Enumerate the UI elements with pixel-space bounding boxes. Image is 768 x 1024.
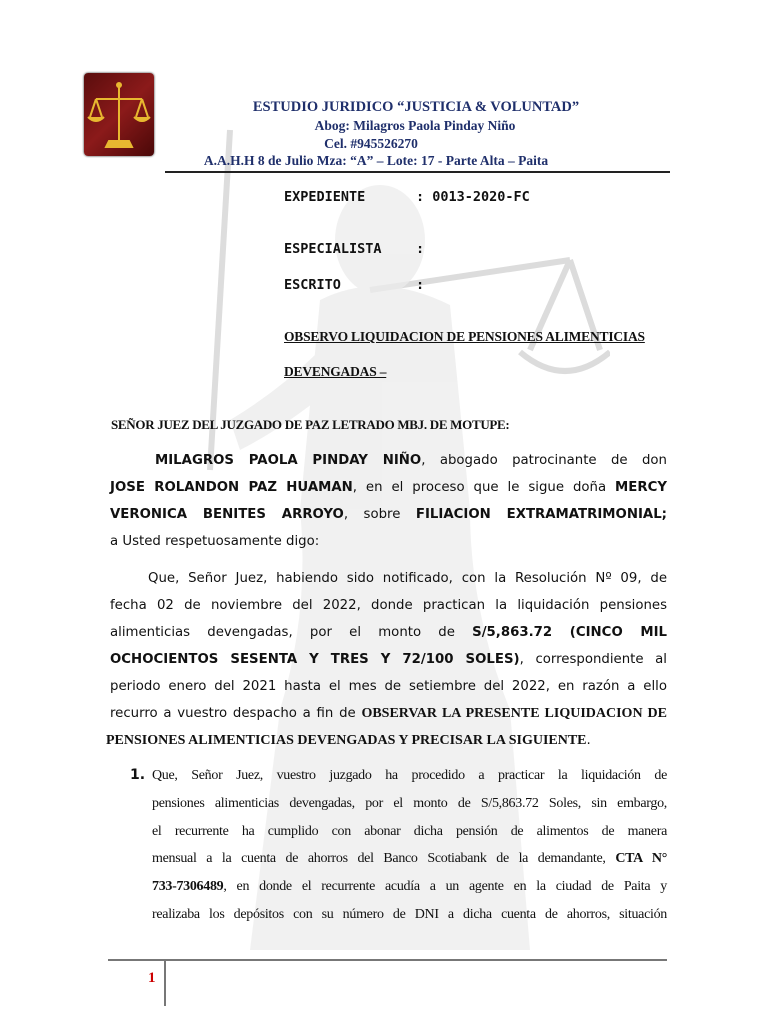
scales-of-justice-icon [84, 73, 154, 156]
sumilla-line-1: OBSERVO LIQUIDACION DE PENSIONES ALIMENTICIAS [284, 329, 645, 344]
page-number: 1 [148, 970, 156, 986]
footer-divider [108, 959, 667, 961]
firm-address: A.A.H.H 8 de Julio Mza: “A” – Lote: 17 - Parte Alta – Paita [203, 153, 549, 168]
item-line-6: realizaba los depósitos con su número de DNI a dicha cuenta de ahorros, situación [152, 907, 667, 922]
header-divider [165, 171, 670, 173]
scales-logo [84, 73, 154, 156]
body-line-6: recurro a vuestro despacho a fin de OBSERVAR LA PRESENTE LIQUIDACION DE [110, 706, 668, 721]
body-line-7: PENSIONES ALIMENTICIAS DEVENGADAS Y PRECISAR LA SIGUIENTE. [106, 733, 591, 748]
expediente-value: : 0013-2020-FC [416, 189, 530, 205]
item-number: 1. [130, 767, 146, 783]
lawyer-name: Abog: Milagros Paola Pinday Niño [314, 118, 516, 133]
especialista-value: : [416, 241, 425, 257]
item-line-4: mensual a la cuenta de ahorros del Banco Scotiabank de la demandante, CTA N° [152, 851, 668, 866]
item-line-1: Que, Señor Juez, vuestro juzgado ha procedido a practicar la liquidación de [152, 768, 667, 783]
addressee: SEÑOR JUEZ DEL JUZGADO DE PAZ LETRADO MBJ. DE MOTUPE: [111, 417, 510, 432]
item-line-5: 733-7306489, en donde el recurrente acudía a un agente en la ciudad de Paita y [152, 879, 667, 894]
footer-vertical-bar [164, 961, 166, 1006]
body-line-3: alimenticias devengadas, por el monto de S/5,863.72 (CINCO MIL [110, 625, 668, 640]
body-line-4: OCHOCIENTOS SESENTA Y TRES Y 72/100 SOLES), correspondiente al [110, 652, 667, 667]
phone-number: Cel. #945526270 [324, 136, 418, 151]
intro-line-1: MILAGROS PAOLA PINDAY NIÑO, abogado patrocinante de don [155, 453, 667, 468]
sumilla-line-2: DEVENGADAS – [284, 364, 387, 379]
firm-name: ESTUDIO JURIDICO “JUSTICIA & VOLUNTAD” [252, 99, 580, 115]
especialista-label: ESPECIALISTA [284, 241, 382, 257]
expediente-label: EXPEDIENTE [284, 189, 366, 205]
body-line-1: Que, Señor Juez, habiendo sido notificado, con la Resolución Nº 09, de [148, 571, 667, 586]
item-line-3: el recurrente ha cumplido con abonar dicha pensión de alimentos de manera [152, 824, 667, 839]
escrito-value: : [416, 277, 425, 293]
item-line-2: pensiones alimenticias devengadas, por el monto de S/5,863.72 Soles, sin embargo, [152, 796, 667, 811]
body-line-5: periodo enero del 2021 hasta el mes de setiembre del 2022, en razón a ello [110, 679, 667, 694]
intro-line-4: a Usted respetuosamente digo: [110, 534, 320, 549]
escrito-label: ESCRITO [284, 277, 341, 293]
intro-line-3: VERONICA BENITES ARROYO, sobre FILIACION EXTRAMATRIMONIAL; [110, 507, 667, 522]
body-line-2: fecha 02 de noviembre del 2022, donde practican la liquidación pensiones [110, 598, 667, 613]
intro-line-2: JOSE ROLANDON PAZ HUAMAN, en el proceso que le sigue doña MERCY [110, 480, 667, 495]
